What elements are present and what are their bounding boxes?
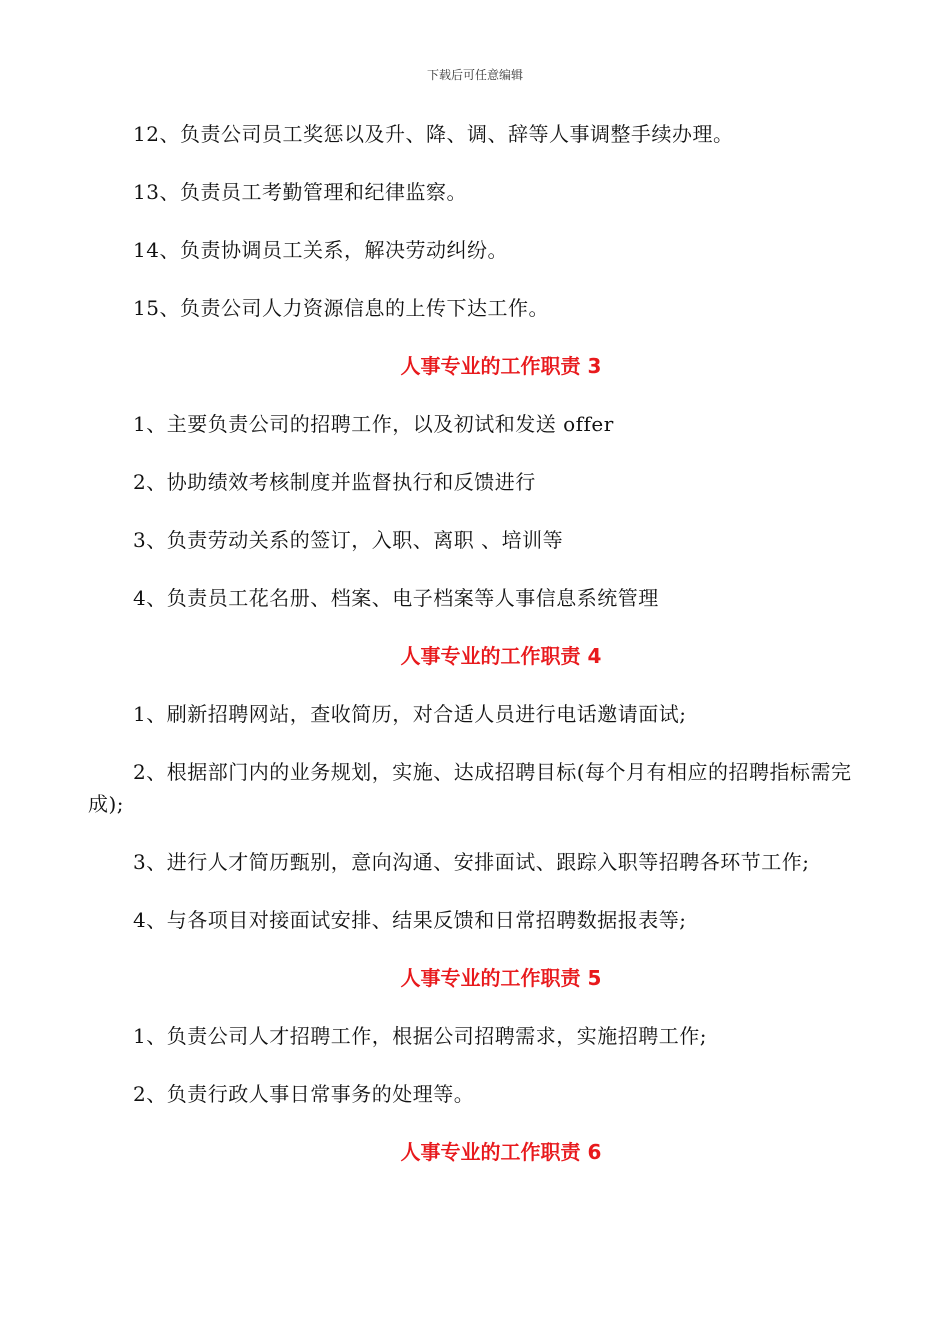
- paragraph: 1、主要负责公司的招聘工作，以及初试和发送 offer: [133, 412, 614, 436]
- section-heading: 人事专业的工作职责 6: [400, 1140, 602, 1164]
- paragraph: 1、刷新招聘网站，查收简历，对合适人员进行电话邀请面试;: [133, 702, 687, 726]
- page-header-note: 下载后可任意编辑: [426, 68, 523, 82]
- paragraph: 13、负责员工考勤管理和纪律监察。: [133, 180, 467, 204]
- paragraph: 4、与各项目对接面试安排、结果反馈和日常招聘数据报表等;: [133, 908, 687, 932]
- paragraph: 2、根据部门内的业务规划，实施、达成招聘目标(每个月有相应的招聘指标需完成);: [88, 760, 852, 816]
- paragraph: 2、负责行政人事日常事务的处理等。: [133, 1082, 475, 1106]
- paragraph: 4、负责员工花名册、档案、电子档案等人事信息系统管理: [133, 586, 659, 610]
- section-heading: 人事专业的工作职责 4: [400, 644, 602, 668]
- paragraph: 2、协助绩效考核制度并监督执行和反馈进行: [133, 470, 536, 494]
- paragraph: 3、进行人才简历甄别，意向沟通、安排面试、跟踪入职等招聘各环节工作;: [133, 850, 810, 874]
- section-heading: 人事专业的工作职责 3: [400, 354, 602, 378]
- paragraph: 12、负责公司员工奖惩以及升、降、调、辞等人事调整手续办理。: [133, 122, 734, 146]
- paragraph: 15、负责公司人力资源信息的上传下达工作。: [133, 296, 549, 320]
- paragraph: 14、负责协调员工关系，解决劳动纠纷。: [133, 238, 508, 262]
- section-heading: 人事专业的工作职责 5: [400, 966, 602, 990]
- document-body: [88, 118, 878, 1194]
- paragraph: 3、负责劳动关系的签订，入职、离职 、培训等: [133, 528, 564, 552]
- paragraph: 1、负责公司人才招聘工作，根据公司招聘需求，实施招聘工作;: [133, 1024, 707, 1048]
